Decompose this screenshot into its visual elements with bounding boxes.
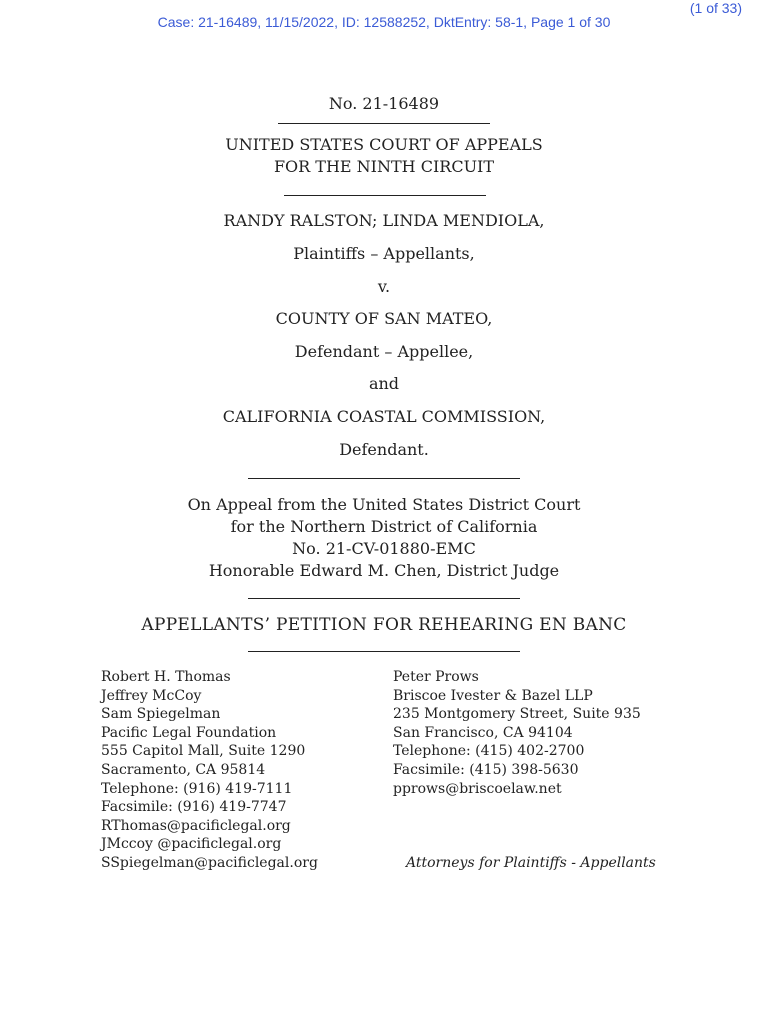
court-name-line2: FOR THE NINTH CIRCUIT bbox=[273, 157, 495, 176]
court-name-line1: UNITED STATES COURT OF APPEALS bbox=[225, 135, 543, 154]
plaintiffs-role: Plaintiffs – Appellants, bbox=[293, 244, 475, 263]
appeal-case-number: No. 21-CV-01880-EMC bbox=[292, 539, 476, 558]
counsel-right-line: Telephone: (415) 402-2700 bbox=[393, 743, 585, 760]
counsel-left-line: Jeffrey McCoy bbox=[101, 687, 202, 704]
divider bbox=[248, 598, 520, 599]
ecf-header: Case: 21-16489, 11/15/2022, ID: 12588252, DktEntry: 58-1, Page 1 of 30 bbox=[157, 14, 611, 30]
versus: v. bbox=[377, 277, 391, 296]
counsel-left-line: Sacramento, CA 95814 bbox=[101, 761, 266, 778]
counsel-left-email: JMccoy @pacificlegal.org bbox=[101, 836, 282, 853]
counsel-left-line: 555 Capitol Mall, Suite 1290 bbox=[101, 743, 306, 760]
defendant-commission-role: Defendant. bbox=[339, 440, 429, 459]
divider bbox=[248, 651, 520, 652]
case-number: No. 21-16489 bbox=[328, 94, 440, 113]
counsel-right-line: 235 Montgomery Street, Suite 935 bbox=[393, 706, 641, 723]
counsel-right-line: Briscoe Ivester & Bazel LLP bbox=[393, 687, 593, 704]
counsel-left-email: RThomas@pacificlegal.org bbox=[101, 817, 291, 834]
divider bbox=[284, 195, 486, 196]
divider bbox=[278, 123, 490, 124]
defendant-commission: CALIFORNIA COASTAL COMMISSION, bbox=[222, 407, 546, 426]
counsel-left-block bbox=[101, 668, 318, 873]
document-title: APPELLANTS’ PETITION FOR REHEARING EN BANC bbox=[141, 615, 627, 635]
counsel-right-line: Peter Prows bbox=[393, 669, 479, 685]
counsel-left-line: Robert H. Thomas bbox=[101, 669, 231, 685]
divider bbox=[248, 478, 520, 479]
counsel-left-line: Sam Spiegelman bbox=[101, 706, 221, 723]
defendant-county-role: Defendant – Appellee, bbox=[294, 342, 474, 361]
counsel-right-line: Facsimile: (415) 398-5630 bbox=[393, 761, 579, 778]
counsel-left-line: Telephone: (916) 419-7111 bbox=[101, 780, 293, 797]
counsel-right-block bbox=[393, 668, 641, 798]
counsel-right-line: San Francisco, CA 94104 bbox=[393, 724, 573, 741]
and-conjunction: and bbox=[368, 374, 400, 393]
counsel-right-email: pprows@briscoelaw.net bbox=[393, 780, 562, 797]
counsel-left-line: Facsimile: (916) 419-7747 bbox=[101, 799, 287, 816]
counsel-left-email: SSpiegelman@pacificlegal.org bbox=[101, 854, 318, 871]
counsel-left-line: Pacific Legal Foundation bbox=[101, 724, 277, 741]
plaintiffs: RANDY RALSTON; LINDA MENDIOLA, bbox=[223, 211, 545, 230]
defendant-county: COUNTY OF SAN MATEO, bbox=[275, 309, 493, 328]
appeal-line1: On Appeal from the United States District Court bbox=[187, 495, 581, 514]
appeal-line2: for the Northern District of California bbox=[230, 517, 538, 536]
page-count: (1 of 33) bbox=[689, 0, 742, 16]
appeal-judge: Honorable Edward M. Chen, District Judge bbox=[208, 561, 560, 580]
attorneys-for-label: Attorneys for Plaintiffs - Appellants bbox=[406, 855, 656, 871]
